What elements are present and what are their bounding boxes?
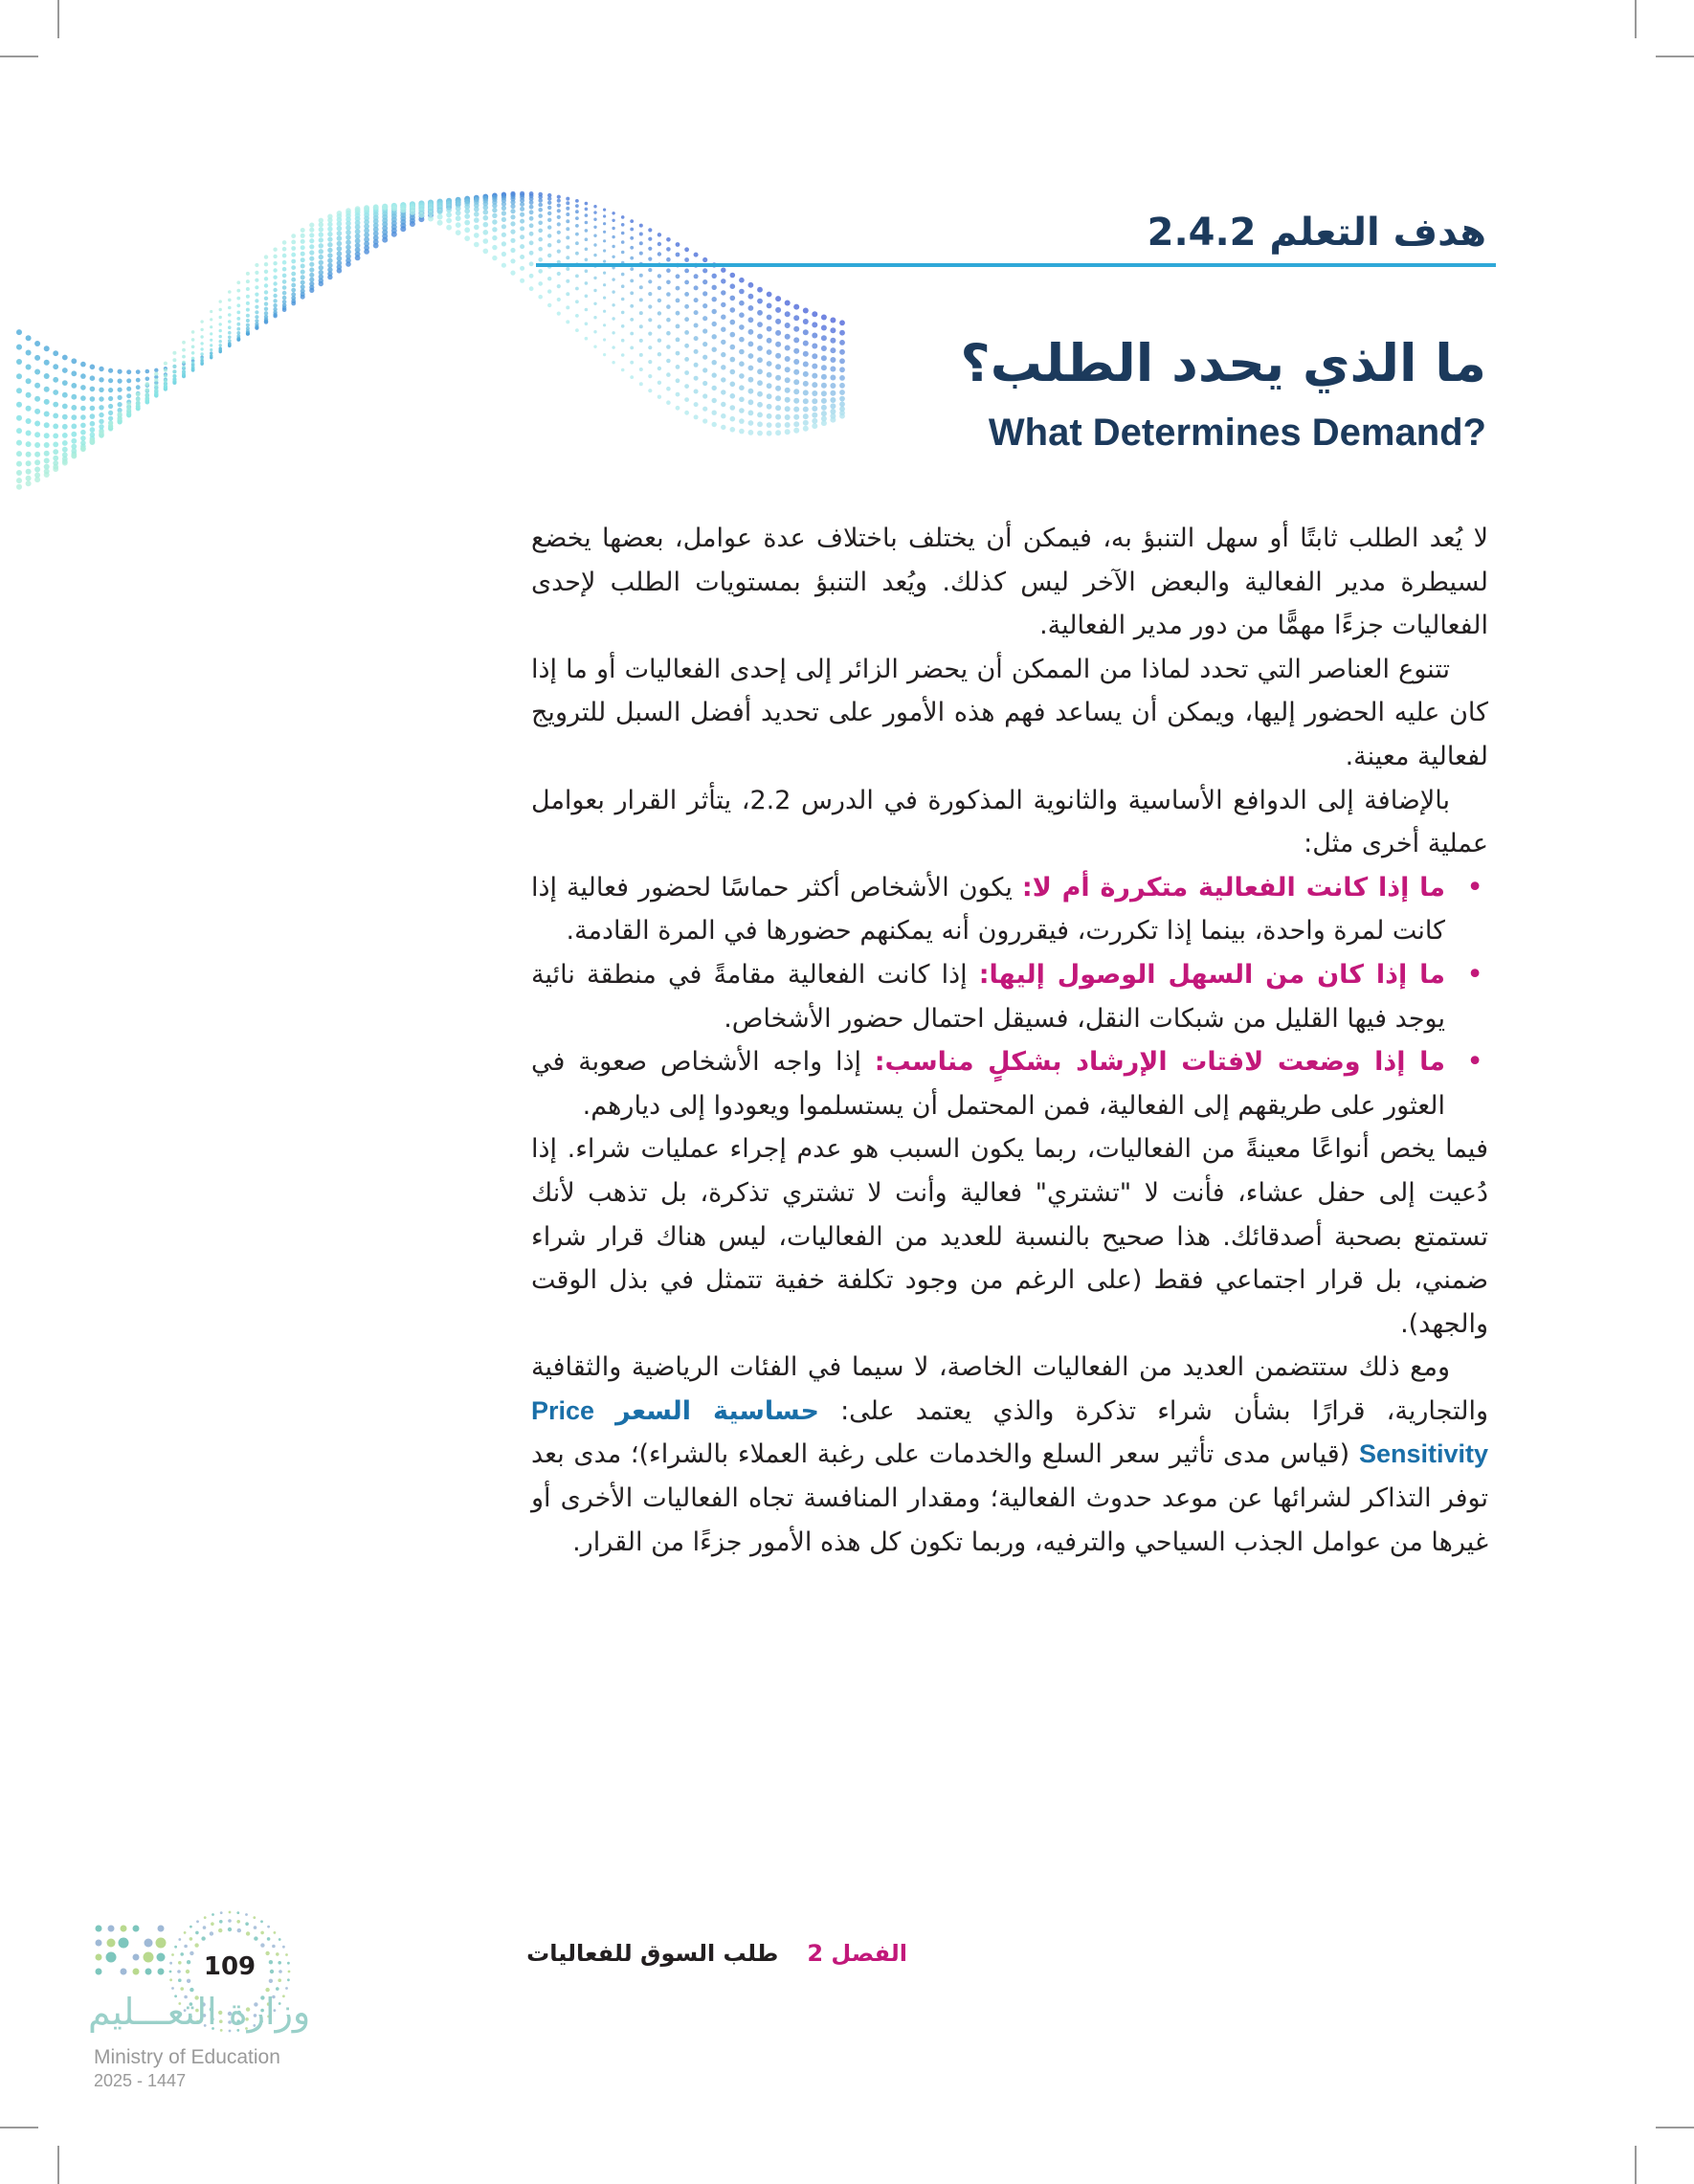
paragraph-elements: تتنوع العناصر التي تحدد لماذا من الممكن أن يحضر الزائر إلى إحدى الفعاليات أو ما إذا كان عليه الحضور إليها، ويمكن أن يساعد فهم هذه الأمور على تحديد أفضل السبل للترويج لفعالية معينة.	[531, 654, 1488, 771]
list-item	[531, 1040, 1445, 1127]
bullet-heading: ما إذا كانت الفعالية متكررة أم لا:	[1021, 872, 1445, 903]
body-text	[531, 517, 1488, 1564]
chapter-footer	[526, 1940, 907, 1967]
ministry-name-arabic: وزارة التعـــليم	[88, 1991, 311, 2033]
crop-mark	[0, 2127, 38, 2128]
decorative-wave	[0, 115, 861, 498]
header-divider	[536, 263, 1496, 267]
crop-mark	[57, 2146, 59, 2184]
factors-list	[531, 866, 1488, 1128]
paragraph-ticket-decision	[531, 1346, 1488, 1564]
bullet-text: يكون الأشخاص أكثر حماسًا لحضور فعالية إذا كانت لمرة واحدة، بينما إذا تكررت، فيقررون أنه يمكنهم حضورها في المرة القادمة.	[531, 872, 1445, 947]
paragraph-text: ومع ذلك ستتضمن العديد من الفعاليات الخاصة، لا سيما في الفئات الرياضية والثقافية والتجارية، قرارًا بشأن شراء تذكرة والذي يعتمد على:	[531, 1352, 1488, 1426]
bullet-heading: ما إذا وضعت لافتات الإرشاد بشكلٍ مناسب:	[874, 1047, 1445, 1078]
chapter-title: طلب السوق للفعاليات	[526, 1940, 779, 1967]
page-title-english: What Determines Demand?	[988, 412, 1486, 454]
bullet-heading: ما إذا كان من السهل الوصول إليها:	[978, 959, 1445, 990]
list-item	[531, 953, 1445, 1040]
crop-mark	[57, 0, 59, 38]
term-arabic: حساسية السعر	[615, 1395, 819, 1426]
paragraph-text: (قياس مدى تأثير سعر السلع والخدمات على رغبة العملاء بالشراء)؛ مدى بعد توفر التذاكر لشرائها عن موعد حدوث الفعالية؛ ومقدار المنافسة تجاه الفعاليات الأخرى أو غيرها من عوامل الجذب السياحي والترفيه، وربما تكون كل هذه الأمور جزءًا من القرار.	[531, 1439, 1488, 1557]
crop-mark	[0, 56, 38, 57]
crop-mark	[1656, 2127, 1694, 2128]
ministry-name-english: Ministry of Education	[94, 2046, 280, 2068]
crop-mark	[1656, 56, 1694, 57]
learning-goal-title: هدف التعلم 2.4.2	[1147, 211, 1486, 255]
paragraph-intro: لا يُعد الطلب ثابتًا أو سهل التنبؤ به، فيمكن أن يختلف باختلاف عدة عوامل، بعضها يخضع لسيطرة مدير الفعالية والبعض الآخر ليس كذلك. ويُعد التنبؤ بمستويات الطلب لإحدى الفعاليات جزءًا مهمًّا من دور مدير الفعالية.	[531, 524, 1488, 641]
bullet-text: إذا واجه الأشخاص صعوبة في العثور على طريقهم إلى الفعالية، فمن المحتمل أن يستسلموا ويعودوا إلى ديارهم.	[531, 1047, 1445, 1121]
ministry-year: 2025 - 1447	[94, 2071, 187, 2090]
ministry-logo-icon	[91, 1919, 167, 1986]
list-item	[531, 866, 1445, 953]
page-title-arabic: ما الذي يحدد الطلب؟	[960, 333, 1486, 393]
crop-mark	[1635, 2146, 1637, 2184]
paragraph-social-decision: فيما يخص أنواعًا معينةً من الفعاليات، ربما يكون السبب هو عدم إجراء عمليات شراء. إذا دُعيت إلى حفل عشاء، فأنت لا "تشتري" فعالية وأنت لا تشتري تذكرة، بل تذهب لأنك تستمتع بصحبة أصدقائك. هذا صحيح بالنسبة للعديد من الفعاليات، ليس هناك قرار شراء ضمني، بل قرار اجتماعي فقط (على الرغم من وجود تكلفة خفية تتمثل في بذل الوقت والجهد).	[531, 1134, 1488, 1339]
term-english: Price Sensitivity	[531, 1395, 1488, 1469]
paragraph-factors: بالإضافة إلى الدوافع الأساسية والثانوية المذكورة في الدرس 2.2، يتأثر القرار بعوامل عملية أخرى مثل:	[531, 785, 1488, 859]
chapter-number: الفصل 2	[807, 1940, 907, 1967]
crop-mark	[1635, 0, 1637, 38]
bullet-text: إذا كانت الفعالية مقامةً في منطقة نائية يوجد فيها القليل من شبكات النقل، فسيقل احتمال حضور الأشخاص.	[531, 959, 1445, 1034]
page-number: 109	[203, 1952, 256, 1981]
